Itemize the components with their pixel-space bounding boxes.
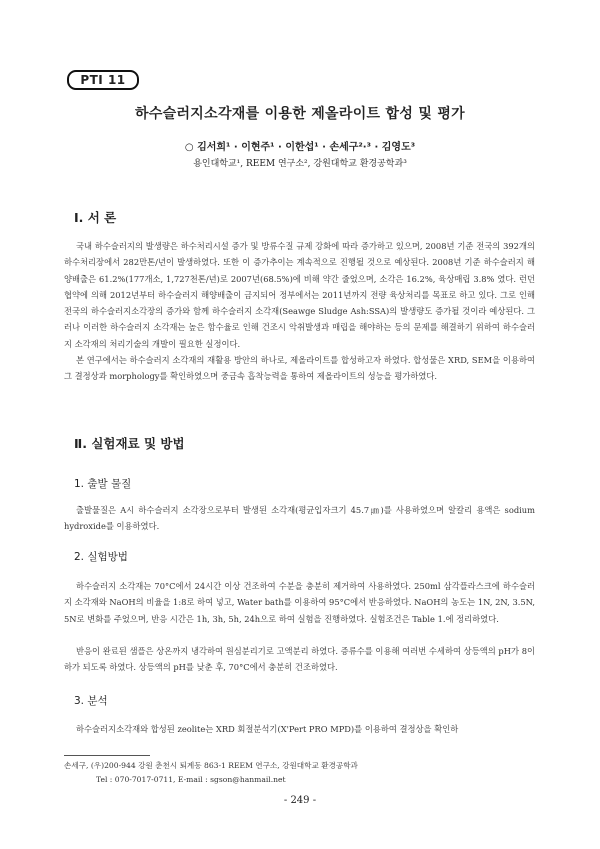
experimental-method-paragraph-2: 반응이 완료된 샘플은 상온까지 냉각하여 원심분리기로 고액분리 하였다. 증류수를 이용해 여러번 수세하여 상등액의 pH가 8이하가 되도록 하였다. 상등액의 pH를 낮춘 후, 70°C에서 충분히 건조하였다. [64,646,535,673]
subsection-heading-experimental-method: 2. 실험방법 [74,551,128,563]
footnote-address: 손세구, (우)200-944 강원 춘천시 퇴계동 863-1 REEM 연구소, 강원대학교 환경공학과 [64,761,358,770]
intro-paragraph-2: 본 연구에서는 하수슬러지 소각재의 재활용 방안의 하나로, 제올라이트를 합성하고자 하였다. 합성물은 XRD, SEM을 이용하여 그 결정상과 morphology를 확인하였으며 중금속 흡착능력을 통하여 제올라이트의 성능을 평가하였다. [64,355,535,382]
paper-title: 하수슬러지소각재를 이용한 제올라이트 합성 및 평가 [135,106,465,122]
section-heading-introduction: Ⅰ. 서 론 [74,210,117,225]
starting-material-paragraph: 출발물질은 A시 하수슬러지 소각장으로부터 발생된 소각재(평균입자크기 45.7㎛)를 사용하였으며 알칼리 용액은 sodium hydroxide를 이용하였다. [64,505,535,532]
affiliations: 용인대학교¹, REEM 연구소², 강원대학교 환경공학과³ [193,159,407,169]
experimental-method-paragraph-1: 하수슬러지 소각재는 70°C에서 24시간 이상 건조하여 수분을 충분히 제거하여 사용하였다. 250ml 삼각플라스크에 하수슬러지 소각재와 NaOH의 비율을 1:8로 하여 넣고, Water bath를 이용하여 95°C에서 반응하였다. NaOH의 농도는 1N, 2N, 3.5N, 5N로 변화를 주었으며, 반응 시간은 1h, 3h, 5h, 24h으로 하여 실험을 진행하였다. 실험조건은 Table 1.에 정리하였다. [64,581,535,624]
subsection-heading-starting-material: 1. 출발 물질 [74,478,132,490]
subsection-heading-analysis: 3. 분석 [74,695,108,707]
page-number: - 249 - [283,795,317,806]
analysis-paragraph: 하수슬러지소각재와 합성된 zeolite는 XRD 회절분석기(X'Pert PRO MPD)를 이용하여 결정상을 확인하 [76,724,459,734]
intro-paragraph-1: 국내 하수슬러지의 발생량은 하수처리시설 증가 및 방류수질 규제 강화에 따라 증가하고 있으며, 2008년 기준 전국의 392개의 하수처리장에서 282만톤/년이 발생하였다. 또한 이 증가추이는 계속적으로 진행될 것으로 예상된다. 2008년 기준 하수슬러지 해양배출은 61.2%(177개소, 1,727천톤/년)로 2007년(68.5%)에 비해 약간 줄었으며, 소각은 16.2%, 육상매립 3.8% 였다. 런던협약에 의해 2012년부터 하수슬러지 해양배출이 금지되어 정부에서는 2011년까지 전량 육상처리를 목표로 하고 있다. 그로 인해 전국의 하수슬러지소각장의 증가와 함께 하수슬러지 소각재(Seawge Sludge Ash:SSA)의 발생량도 증가될 것이라 예상된다. 그러나 이러한 하수슬러지 소각재는 높은 함수율로 인해 건조시 악취발생과 매립을 해야하는 등의 문제를 해결하기 위하여 하수슬러지 소각재의 처리기술의 개발이 필요한 실정이다. [64,241,535,349]
author-list: ○ 김서희¹ · 이현주¹ · 이한섭¹ · 손세구²·³ · 김영도³ [184,142,416,153]
footnote-divider [64,755,150,756]
section-heading-methods: Ⅱ. 실험재료 및 방법 [74,436,185,451]
session-badge: PTI 11 [67,70,139,90]
footnote-contact: Tel : 070-7017-0711, E-mail : sgson@hanmail.net [96,775,286,784]
